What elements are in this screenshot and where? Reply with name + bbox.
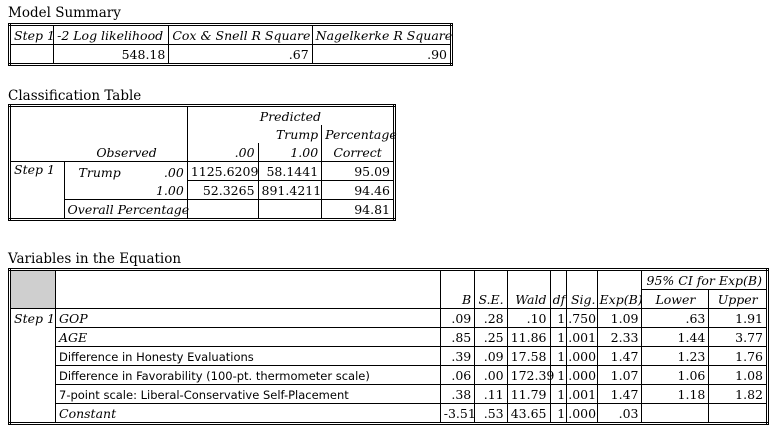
classification-overall-pct: 94.81 [322, 200, 395, 220]
classification-observed-label: Observed [96, 145, 157, 160]
variables-corner-cell [10, 270, 56, 309]
variable-lower: 1.23 [642, 347, 709, 366]
classification-cell: 52.3265 [187, 181, 258, 200]
variable-wald: 11.79 [507, 385, 550, 404]
classification-predicted-label: Predicted [187, 106, 394, 126]
classification-row-00 [10, 162, 395, 181]
model-summary-header-row [10, 25, 452, 45]
variable-upper: 1.82 [709, 385, 768, 404]
variable-wald: 17.58 [507, 347, 550, 366]
table-row [10, 328, 768, 347]
variable-se: .28 [475, 309, 507, 328]
classification-col-100: 1.00 [258, 143, 322, 162]
variable-df: 1 [550, 366, 567, 385]
variables-ci-row [10, 270, 768, 290]
variable-wald: .10 [507, 309, 550, 328]
variables-header-df: df [550, 270, 567, 309]
classification-row-100 [10, 181, 395, 200]
variable-sig: .750 [567, 309, 597, 328]
variables-ci-header: 95% CI for Exp(B) [642, 270, 768, 290]
variable-wald: 11.86 [507, 328, 550, 347]
variable-name: Difference in Favorability (100-pt. thermometer scale) [56, 366, 441, 385]
variables-step-label: Step 1 [10, 309, 56, 424]
classification-blank-cell [258, 200, 322, 220]
table-row [10, 309, 768, 328]
variable-upper [709, 404, 768, 424]
variable-se: .11 [475, 385, 507, 404]
variable-df: 1 [550, 404, 567, 424]
model-summary-header-nagelkerke: Nagelkerke R Square [312, 25, 451, 45]
variable-b: -3.51 [440, 404, 475, 424]
variable-df: 1 [550, 385, 567, 404]
variables-header-upper: Upper [709, 290, 768, 309]
variable-sig: .001 [567, 328, 597, 347]
classification-cell: 1125.6209 [187, 162, 258, 181]
table-row [10, 366, 768, 385]
variable-df: 1 [550, 328, 567, 347]
variable-df: 1 [550, 309, 567, 328]
classification-cell: 94.46 [322, 181, 395, 200]
variable-se: .25 [475, 328, 507, 347]
classification-step-label: Step 1 [10, 162, 65, 220]
variable-wald: 172.39 [507, 366, 550, 385]
variables-header-wald: Wald [507, 270, 550, 309]
classification-blank-cell [64, 181, 135, 200]
model-summary-header-loglik: -2 Log likelihood [54, 25, 169, 45]
variable-upper: 3.77 [709, 328, 768, 347]
classification-row-level: .00 [135, 162, 188, 181]
variable-lower: 1.18 [642, 385, 709, 404]
classification-blank-cell [187, 200, 258, 220]
variable-name: GOP [56, 309, 441, 328]
classification-row-level: 1.00 [135, 181, 188, 200]
variables-header-sig: Sig. [567, 270, 597, 309]
variable-exp: 2.33 [597, 328, 642, 347]
variables-header-lower: Lower [642, 290, 709, 309]
model-summary-title: Model Summary [8, 5, 121, 21]
variable-exp: 1.09 [597, 309, 642, 328]
classification-correct-label: Correct [322, 143, 395, 162]
classification-cell: 891.4211 [258, 181, 322, 200]
classification-cell: 58.1441 [258, 162, 322, 181]
variable-df: 1 [550, 347, 567, 366]
variable-wald: 43.65 [507, 404, 550, 424]
classification-title: Classification Table [8, 88, 142, 104]
variable-se: .00 [475, 366, 507, 385]
classification-overall-row [10, 200, 395, 220]
classification-observed-header [10, 106, 188, 162]
variable-b: .85 [440, 328, 475, 347]
variable-b: .06 [440, 366, 475, 385]
classification-overall-label: Overall Percentage [64, 200, 187, 220]
variables-header-exp: Exp(B) [597, 270, 642, 309]
model-summary-value-step [10, 45, 54, 65]
variables-name-header [56, 270, 441, 309]
variable-b: .38 [440, 385, 475, 404]
table-row [10, 404, 768, 424]
model-summary-value-loglik: 548.18 [54, 45, 169, 65]
classification-trump-label: Trump [187, 125, 321, 143]
variable-name: AGE [56, 328, 441, 347]
model-summary-table [8, 23, 453, 66]
table-row [10, 347, 768, 366]
classification-predicted-row [10, 106, 395, 126]
variable-exp: 1.47 [597, 347, 642, 366]
model-summary-header-coxsnell: Cox & Snell R Square [169, 25, 312, 45]
classification-col-00: .00 [187, 143, 258, 162]
variable-exp: 1.07 [597, 366, 642, 385]
model-summary-value-coxsnell: .67 [169, 45, 312, 65]
model-summary-header-step: Step 1 [10, 25, 54, 45]
model-summary-value-nagelkerke: .90 [312, 45, 451, 65]
model-summary-value-row [10, 45, 452, 65]
table-row [10, 385, 768, 404]
variable-se: .09 [475, 347, 507, 366]
variable-sig: .000 [567, 404, 597, 424]
variable-lower: .63 [642, 309, 709, 328]
variable-sig: .000 [567, 366, 597, 385]
variable-b: .39 [440, 347, 475, 366]
variables-header-b: B [440, 270, 475, 309]
variables-table [8, 268, 769, 425]
classification-percentage-label: Percentage [322, 125, 395, 143]
variable-sig: .001 [567, 385, 597, 404]
classification-cell: 95.09 [322, 162, 395, 181]
variables-title: Variables in the Equation [8, 251, 182, 267]
classification-table [8, 104, 396, 221]
variable-lower: 1.44 [642, 328, 709, 347]
variable-sig: .000 [567, 347, 597, 366]
variable-upper: 1.76 [709, 347, 768, 366]
variable-name: Constant [56, 404, 441, 424]
variable-exp: 1.47 [597, 385, 642, 404]
variable-name: Difference in Honesty Evaluations [56, 347, 441, 366]
variable-b: .09 [440, 309, 475, 328]
variable-exp: .03 [597, 404, 642, 424]
variable-name: 7-point scale: Liberal-Conservative Self-Placement [56, 385, 441, 404]
variable-upper: 1.08 [709, 366, 768, 385]
variable-se: .53 [475, 404, 507, 424]
variable-lower: 1.06 [642, 366, 709, 385]
classification-row-var: Trump [64, 162, 135, 181]
variable-upper: 1.91 [709, 309, 768, 328]
variables-header-se: S.E. [475, 270, 507, 309]
variable-lower [642, 404, 709, 424]
